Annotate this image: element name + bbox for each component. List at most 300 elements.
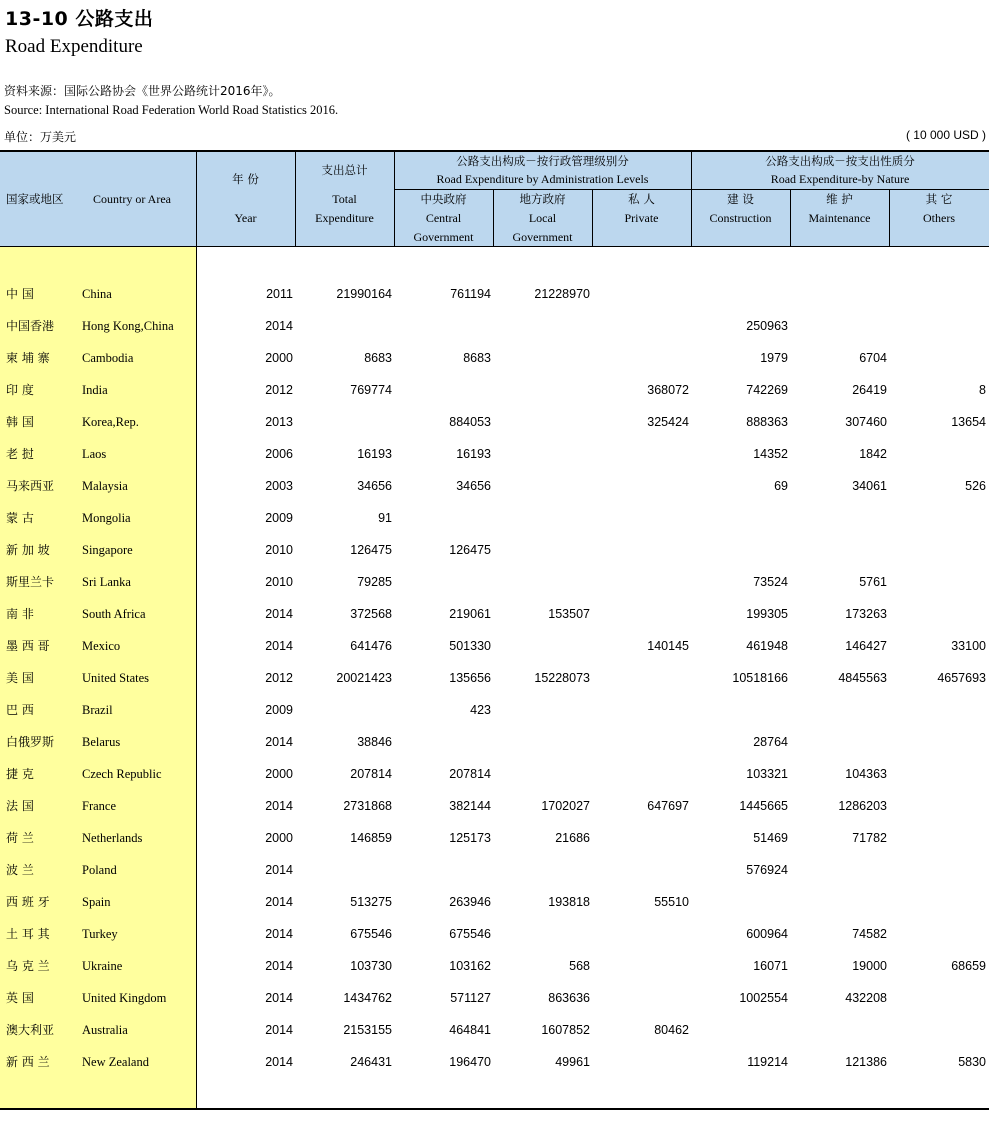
local-government-cell	[494, 502, 590, 534]
construction-cell: 1979	[760, 351, 788, 365]
header-total-cn: 支出总计	[321, 163, 368, 177]
total-expenditure-cell: 675546	[350, 927, 392, 941]
others-cell: 4657693	[937, 671, 986, 685]
private-cell	[593, 694, 689, 726]
maintenance-cell	[791, 534, 887, 566]
unit-label-en: ( 10 000 USD )	[905, 128, 986, 142]
others-cell: 13654	[951, 415, 986, 429]
country-name-cn: 墨 西 哥	[6, 639, 50, 653]
year-cell: 2006	[265, 447, 293, 461]
total-expenditure-cell: 513275	[350, 895, 392, 909]
local-government-cell	[494, 438, 590, 470]
header-divider	[196, 152, 197, 246]
header-private-en: Private	[624, 211, 659, 225]
year-cell: 2003	[265, 479, 293, 493]
local-government-cell: 568	[569, 959, 590, 973]
total-expenditure-cell: 16193	[357, 447, 392, 461]
table-row	[0, 886, 989, 918]
header-others-en: Others	[923, 211, 955, 225]
private-cell	[593, 278, 689, 310]
maintenance-cell: 432208	[845, 991, 887, 1005]
maintenance-cell: 71782	[852, 831, 887, 845]
maintenance-cell: 74582	[852, 927, 887, 941]
construction-cell: 199305	[746, 607, 788, 621]
construction-cell: 576924	[746, 863, 788, 877]
local-government-cell	[494, 534, 590, 566]
country-name-cn: 巴 西	[6, 703, 34, 717]
country-name-en: United States	[82, 671, 150, 685]
local-government-cell: 15228073	[534, 671, 590, 685]
country-name-cn: 斯里兰卡	[6, 575, 55, 589]
private-cell	[593, 726, 689, 758]
central-government-cell: 382144	[449, 799, 491, 813]
country-name-cn: 柬 埔 寨	[6, 351, 50, 365]
private-cell	[593, 310, 689, 342]
central-government-cell: 219061	[449, 607, 491, 621]
others-cell	[890, 982, 986, 1014]
table-row	[0, 598, 989, 630]
table-row	[0, 918, 989, 950]
others-cell	[890, 1014, 986, 1046]
private-cell	[593, 822, 689, 854]
header-year-cn: 年 份	[232, 172, 259, 186]
private-cell	[593, 470, 689, 502]
private-cell	[593, 502, 689, 534]
maintenance-cell	[791, 278, 887, 310]
country-name-en: South Africa	[82, 607, 146, 621]
table-row	[0, 470, 989, 502]
total-expenditure-cell: 1434762	[343, 991, 392, 1005]
local-government-cell	[494, 694, 590, 726]
local-government-cell	[494, 566, 590, 598]
construction-cell: 16071	[753, 959, 788, 973]
total-expenditure-cell: 146859	[350, 831, 392, 845]
table-row	[0, 342, 989, 374]
private-cell	[593, 918, 689, 950]
header-local-en: Local	[528, 211, 557, 225]
table-row	[0, 534, 989, 566]
maintenance-cell	[791, 694, 887, 726]
maintenance-cell: 34061	[852, 479, 887, 493]
country-name-cn: 捷 克	[6, 767, 34, 781]
country-name-cn: 中国香港	[6, 319, 55, 333]
central-government-cell: 125173	[449, 831, 491, 845]
total-expenditure-cell: 2731868	[343, 799, 392, 813]
country-name-en: United Kingdom	[82, 991, 167, 1005]
local-government-cell: 1702027	[541, 799, 590, 813]
central-government-cell	[395, 854, 491, 886]
year-cell: 2000	[265, 831, 293, 845]
country-name-en: Singapore	[82, 543, 133, 557]
total-expenditure-cell	[296, 854, 392, 886]
header-private-cn: 私 人	[628, 192, 655, 206]
year-cell: 2012	[265, 671, 293, 685]
central-government-cell: 34656	[456, 479, 491, 493]
year-cell: 2014	[265, 991, 293, 1005]
construction-cell: 69	[774, 479, 788, 493]
year-cell: 2009	[265, 703, 293, 717]
country-name-cn: 南 非	[6, 607, 34, 621]
total-expenditure-cell: 126475	[350, 543, 392, 557]
table-row	[0, 310, 989, 342]
others-cell: 5830	[958, 1055, 986, 1069]
total-expenditure-cell: 20021423	[336, 671, 392, 685]
others-cell	[890, 566, 986, 598]
country-name-en: Sri Lanka	[82, 575, 131, 589]
private-cell	[593, 598, 689, 630]
central-government-cell: 263946	[449, 895, 491, 909]
maintenance-cell: 4845563	[838, 671, 887, 685]
private-cell	[593, 758, 689, 790]
year-cell: 2011	[266, 287, 293, 301]
private-cell: 140145	[647, 639, 689, 653]
central-government-cell: 464841	[449, 1023, 491, 1037]
country-name-cn: 澳大利亚	[6, 1023, 55, 1037]
header-nature-group-en: Road Expenditure-by Nature	[770, 172, 910, 186]
year-cell: 2014	[265, 1023, 293, 1037]
table-row	[0, 438, 989, 470]
local-government-cell	[494, 310, 590, 342]
local-government-cell: 153507	[548, 607, 590, 621]
header-others-cn: 其 它	[925, 192, 953, 206]
maintenance-cell: 6704	[859, 351, 887, 365]
private-cell	[593, 854, 689, 886]
maintenance-cell: 146427	[845, 639, 887, 653]
local-government-cell	[494, 854, 590, 886]
others-cell	[890, 438, 986, 470]
private-cell	[593, 662, 689, 694]
construction-cell: 742269	[746, 383, 788, 397]
maintenance-cell	[791, 886, 887, 918]
total-expenditure-cell: 103730	[350, 959, 392, 973]
year-cell: 2014	[265, 607, 293, 621]
others-cell	[890, 278, 986, 310]
central-government-cell: 423	[470, 703, 491, 717]
header-admin-group-cn: 公路支出构成－按行政管理级别分	[456, 154, 629, 168]
private-cell	[593, 342, 689, 374]
construction-cell: 250963	[746, 319, 788, 333]
maintenance-cell	[791, 1014, 887, 1046]
maintenance-cell	[791, 502, 887, 534]
source-note-cn: 资料来源：国际公路协会《世界公路统计2016年》。	[4, 84, 281, 98]
total-expenditure-cell: 91	[378, 511, 392, 525]
page-title-cn: 13-10 公路支出	[5, 8, 154, 30]
maintenance-cell: 1842	[859, 447, 887, 461]
central-government-cell: 207814	[449, 767, 491, 781]
year-cell: 2000	[265, 351, 293, 365]
year-cell: 2000	[265, 767, 293, 781]
maintenance-cell: 5761	[859, 575, 887, 589]
total-expenditure-cell: 34656	[357, 479, 392, 493]
country-name-en: Laos	[82, 447, 107, 461]
table-row	[0, 694, 989, 726]
central-government-cell: 8683	[463, 351, 491, 365]
header-country-en: Country or Area	[93, 192, 171, 206]
table-row	[0, 822, 989, 854]
total-expenditure-cell: 8683	[364, 351, 392, 365]
local-government-cell: 21228970	[534, 287, 590, 301]
total-expenditure-cell: 372568	[350, 607, 392, 621]
table-row	[0, 662, 989, 694]
others-cell: 526	[965, 479, 986, 493]
country-name-cn: 新 西 兰	[6, 1055, 50, 1069]
year-cell: 2009	[265, 511, 293, 525]
country-name-en: China	[82, 287, 112, 301]
header-construction-en: Construction	[709, 211, 772, 225]
others-cell: 8	[979, 383, 986, 397]
construction-cell: 1002554	[739, 991, 788, 1005]
maintenance-cell: 104363	[845, 767, 887, 781]
central-government-cell	[395, 310, 491, 342]
local-government-cell	[494, 630, 590, 662]
construction-cell: 103321	[746, 767, 788, 781]
header-admin-group-en: Road Expenditure by Administration Levels	[436, 172, 649, 186]
year-cell: 2014	[265, 895, 293, 909]
maintenance-cell: 173263	[845, 607, 887, 621]
country-name-cn: 马来西亚	[6, 479, 55, 493]
year-cell: 2013	[265, 415, 293, 429]
local-government-cell: 1607852	[541, 1023, 590, 1037]
table-row	[0, 1014, 989, 1046]
table-row	[0, 1046, 989, 1078]
country-name-en: Cambodia	[82, 351, 134, 365]
country-name-en: Spain	[82, 895, 111, 909]
year-cell: 2014	[265, 863, 293, 877]
others-cell	[890, 758, 986, 790]
others-cell	[890, 854, 986, 886]
central-government-cell: 571127	[450, 991, 491, 1005]
year-cell: 2014	[265, 959, 293, 973]
private-cell	[593, 566, 689, 598]
private-cell: 325424	[647, 415, 689, 429]
others-cell	[890, 502, 986, 534]
table-row	[0, 790, 989, 822]
table-row	[0, 854, 989, 886]
construction-cell	[692, 886, 788, 918]
construction-cell: 888363	[746, 415, 788, 429]
private-cell: 647697	[647, 799, 689, 813]
private-cell: 80462	[654, 1023, 689, 1037]
private-cell	[593, 534, 689, 566]
country-name-cn: 新 加 坡	[6, 543, 50, 557]
construction-cell: 10518166	[732, 671, 788, 685]
year-cell: 2014	[265, 639, 293, 653]
others-cell	[890, 342, 986, 374]
table-row	[0, 950, 989, 982]
country-name-en: Brazil	[82, 703, 113, 717]
country-name-en: India	[82, 383, 108, 397]
local-government-cell	[494, 342, 590, 374]
central-government-cell: 103162	[449, 959, 491, 973]
table-row	[0, 566, 989, 598]
country-name-en: Poland	[82, 863, 117, 877]
country-name-en: Korea,Rep.	[82, 415, 139, 429]
country-name-en: Czech Republic	[82, 767, 162, 781]
country-name-en: Turkey	[82, 927, 118, 941]
country-name-cn: 法 国	[6, 799, 34, 813]
others-cell: 33100	[951, 639, 986, 653]
country-name-en: Netherlands	[82, 831, 143, 845]
country-name-cn: 中 国	[6, 287, 34, 301]
country-name-en: Mongolia	[82, 511, 131, 525]
country-name-en: New Zealand	[82, 1055, 149, 1069]
construction-cell: 1445665	[739, 799, 788, 813]
local-government-cell: 193818	[548, 895, 590, 909]
year-cell: 2014	[265, 735, 293, 749]
construction-cell	[692, 278, 788, 310]
construction-cell	[692, 1014, 788, 1046]
country-name-cn: 韩 国	[6, 415, 34, 429]
maintenance-cell: 121386	[845, 1055, 887, 1069]
local-government-cell: 863636	[548, 991, 590, 1005]
local-government-cell	[494, 918, 590, 950]
central-government-cell: 126475	[449, 543, 491, 557]
central-government-cell: 675546	[449, 927, 491, 941]
country-name-cn: 印 度	[6, 383, 34, 397]
total-expenditure-cell: 2153155	[343, 1023, 392, 1037]
others-cell	[890, 694, 986, 726]
table-row	[0, 502, 989, 534]
central-government-cell	[395, 726, 491, 758]
year-cell: 2014	[265, 799, 293, 813]
table-row	[0, 278, 989, 310]
central-government-cell: 135656	[449, 671, 491, 685]
maintenance-cell: 307460	[845, 415, 887, 429]
country-name-cn: 白俄罗斯	[6, 735, 55, 749]
maintenance-cell: 26419	[852, 383, 887, 397]
unit-label-cn: 单位：万美元	[4, 130, 77, 144]
year-cell: 2012	[265, 383, 293, 397]
maintenance-cell	[791, 726, 887, 758]
total-expenditure-cell: 207814	[350, 767, 392, 781]
local-government-cell	[494, 374, 590, 406]
total-expenditure-cell	[296, 694, 392, 726]
table-row	[0, 374, 989, 406]
local-government-cell: 21686	[555, 831, 590, 845]
construction-cell: 14352	[753, 447, 788, 461]
others-cell	[890, 790, 986, 822]
header-year-en: Year	[234, 211, 257, 225]
private-cell	[593, 438, 689, 470]
private-cell	[593, 950, 689, 982]
table-row	[0, 758, 989, 790]
construction-cell: 461948	[746, 639, 788, 653]
header-maintenance-cn: 维 护	[826, 192, 853, 206]
construction-cell	[692, 694, 788, 726]
country-name-en: Hong Kong,China	[82, 319, 174, 333]
construction-cell: 73524	[753, 575, 788, 589]
others-cell: 68659	[951, 959, 986, 973]
local-government-cell: 49961	[555, 1055, 590, 1069]
page-title-en: Road Expenditure	[5, 36, 143, 57]
central-government-cell: 196470	[449, 1055, 491, 1069]
total-expenditure-cell	[296, 406, 392, 438]
central-government-cell: 16193	[456, 447, 491, 461]
header-local-cn: 地方政府	[519, 192, 566, 206]
country-name-en: France	[82, 799, 117, 813]
total-expenditure-cell: 79285	[357, 575, 392, 589]
central-government-cell: 501330	[449, 639, 491, 653]
year-cell: 2014	[265, 1055, 293, 1069]
local-government-cell	[494, 758, 590, 790]
header-nature-group-cn: 公路支出构成－按支出性质分	[765, 154, 915, 168]
table-row	[0, 726, 989, 758]
others-cell	[890, 918, 986, 950]
year-cell: 2014	[265, 927, 293, 941]
header-local-en: Government	[512, 230, 573, 244]
central-government-cell	[395, 566, 491, 598]
header-total-en: Expenditure	[315, 211, 374, 225]
table-row	[0, 406, 989, 438]
total-expenditure-cell: 246431	[350, 1055, 392, 1069]
private-cell: 55510	[654, 895, 689, 909]
maintenance-cell	[791, 310, 887, 342]
header-central-en: Government	[413, 230, 474, 244]
country-name-cn: 蒙 古	[6, 511, 34, 525]
table-row	[0, 630, 989, 662]
local-government-cell	[494, 406, 590, 438]
country-name-en: Malaysia	[82, 479, 128, 493]
table-row	[0, 982, 989, 1014]
header-central-en: Central	[425, 211, 462, 225]
source-note-en: Source: International Road Federation World Road Statistics 2016.	[4, 103, 339, 117]
private-cell: 368072	[647, 383, 689, 397]
private-cell	[593, 982, 689, 1014]
country-name-cn: 波 兰	[6, 863, 34, 877]
country-name-cn: 土 耳 其	[6, 927, 50, 941]
construction-cell: 600964	[746, 927, 788, 941]
header-central-cn: 中央政府	[420, 192, 467, 206]
country-name-en: Mexico	[82, 639, 121, 653]
central-government-cell: 884053	[449, 415, 491, 429]
year-cell: 2014	[265, 319, 293, 333]
maintenance-cell: 19000	[852, 959, 887, 973]
maintenance-cell	[791, 854, 887, 886]
country-name-en: Belarus	[82, 735, 121, 749]
construction-cell: 51469	[753, 831, 788, 845]
year-cell: 2010	[265, 575, 293, 589]
year-cell: 2010	[265, 543, 293, 557]
country-name-cn: 英 国	[6, 991, 34, 1005]
others-cell	[890, 534, 986, 566]
header-total-en: Total	[332, 192, 357, 206]
others-cell	[890, 822, 986, 854]
country-name-cn: 荷 兰	[6, 831, 34, 845]
total-expenditure-cell: 641476	[350, 639, 392, 653]
header-maintenance-en: Maintenance	[808, 211, 871, 225]
country-name-cn: 老 挝	[6, 447, 34, 461]
total-expenditure-cell: 769774	[350, 383, 392, 397]
construction-cell	[692, 534, 788, 566]
country-name-cn: 乌 克 兰	[6, 959, 50, 973]
others-cell	[890, 726, 986, 758]
central-government-cell	[395, 374, 491, 406]
country-name-en: Australia	[82, 1023, 128, 1037]
header-country-cn: 国家或地区	[6, 192, 64, 206]
header-construction-cn: 建 设	[727, 192, 754, 206]
others-cell	[890, 598, 986, 630]
others-cell	[890, 310, 986, 342]
central-government-cell: 761194	[450, 287, 491, 301]
construction-cell	[692, 502, 788, 534]
construction-cell: 28764	[753, 735, 788, 749]
local-government-cell	[494, 470, 590, 502]
others-cell	[890, 886, 986, 918]
construction-cell: 119214	[747, 1055, 788, 1069]
total-expenditure-cell: 38846	[357, 735, 392, 749]
private-cell	[593, 1046, 689, 1078]
table-bottom-rule	[0, 1108, 989, 1110]
